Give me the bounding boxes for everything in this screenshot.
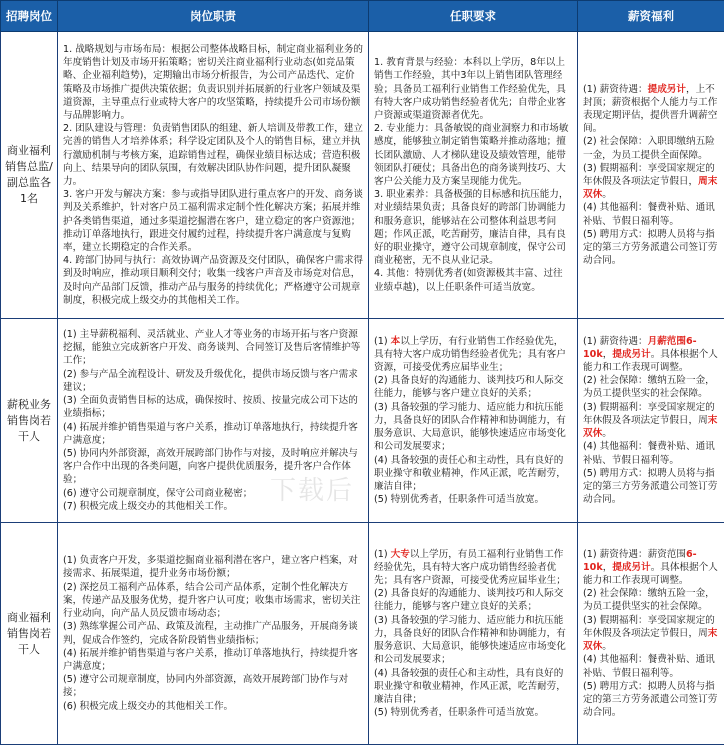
table-row (1, 523, 724, 745)
text-segment: 。 (602, 641, 612, 653)
list-item: (2) 深挖员工福利产品体系，结合公司产品体系，定制个性化解决方案，传递产品及服务优势，提升客户认可度；收集市场需求，密切关注行业动向，向产品人员反馈市场动态； (63, 581, 361, 620)
text-segment: (4) 具备较强的责任心和主动性，具有良好的职业操守和敬业精神，作风正派，吃苦耐劳，廉洁自律； (374, 667, 566, 705)
text-segment: 以上学历，有员工福利行业销售工作经验优先，具有特大客户成功销售经验者优先；具有客户资源，可接受优秀应届毕业生； (374, 548, 566, 587)
text-segment: (4) 其他福利：餐费补贴、通讯补贴、节假日福利等。 (583, 202, 715, 227)
list-item (583, 228, 719, 268)
text-segment: (1) (374, 335, 391, 347)
position-cell: 商业福利销售总监/副总监各1名 (1, 32, 58, 319)
highlight-text: 末双休 (583, 414, 718, 440)
list-item: (6) 积极完成上级交办的其他相关工作。 (63, 700, 234, 712)
list-item (583, 587, 719, 613)
list-item (374, 706, 572, 719)
text-segment: ， (602, 561, 613, 573)
list-item (374, 374, 572, 400)
list-item: (2) 参与产品全流程设计、研发及升级优化，提供市场反馈与客户需求建议； (63, 368, 358, 393)
list-item (583, 440, 719, 466)
list-item (374, 401, 572, 454)
list-item: (1) 主导薪税福利、灵活就业、产业人才等业务的市场开拓与客户资源挖掘，能独立完成新客户开发、商务谈判、合同签订及售后客情维护等工作； (63, 329, 361, 367)
list-item: (4) 拓展并维护销售渠道与客户关系，推动订单落地执行，持续提升客户满意度； (63, 647, 358, 672)
duties-cell (58, 319, 369, 523)
text-segment: (2) 社会保障：入职即缴纳五险一金，为员工提供全面保障。 (583, 136, 715, 161)
text-segment: (5) 特别优秀者，任职条件可适当放宽。 (374, 707, 545, 719)
header-benefits: 薪资福利 (578, 1, 724, 32)
requirements-cell (369, 523, 578, 745)
text-segment: ， (602, 348, 613, 360)
list-item: (7) 积极完成上级交办的其他相关工作。 (63, 500, 234, 512)
list-item (583, 374, 719, 400)
list-item: 4. 其他：特别优秀者(如资源极其丰富、过往业绩卓越)，以上任职条件可适当放宽。 (374, 268, 563, 293)
list-item (374, 587, 572, 613)
list-item: 2. 专业能力：具备敏锐的商业洞察力和市场敏感度，能够独立制定销售策略并推动落地；擅长团队激励、人才梯队建设及绩效管理，能带领团队打硬仗；具备出色的商务谈判技巧、大客户公关能力及方案呈现能力优先。 (374, 123, 569, 187)
text-segment: 。具体根据个人能力和工作表现可调整。 (583, 561, 718, 587)
list-item (583, 614, 719, 654)
list-item (374, 493, 572, 506)
text-segment: (3) 具备较强的学习能力、适应能力和抗压能力，具备良好的团队合作精神和协调能力，有服务意识、大局意识，能够快速适应市场变化和公司发展要求； (374, 401, 566, 453)
list-item: 2. 团队建设与管理：负责销售团队的组建、新人培训及带教工作，建立完善的销售人才培养体系；科学设定团队及个人的销售目标，建立并执行激励机制与考核方案，追踪销售过程，确保业绩目标达成；营造积极向上、结果导向的团队氛围，有效解决团队协作问题，提升团队凝聚力。 (63, 123, 364, 187)
benefits-cell (578, 32, 724, 319)
highlight-text: 月薪范围6-10k (583, 335, 697, 360)
list-item (583, 335, 719, 375)
list-item (583, 467, 719, 507)
text-segment: (2) 具备良好的沟通能力、谈判技巧和人际交往能力，能够与客户建立良好的关系； (374, 375, 564, 400)
requirements-cell (369, 319, 578, 523)
highlight-text: 大专 (390, 548, 410, 560)
text-segment: (1) 薪资待遇： (583, 335, 648, 347)
list-item (583, 401, 719, 441)
benefits-cell (578, 319, 724, 523)
benefits-cell (578, 523, 724, 745)
list-item (583, 135, 719, 161)
text-segment: 。 (602, 428, 612, 440)
list-item (374, 614, 572, 667)
list-item: 1. 教育背景与经验：本科以上学历，8年以上销售工作经验，其中3年以上销售团队管理经验；具备员工福利行业销售工作经验优先，具有特大客户成功销售经验者优先；自带企业客户资源或渠道资源者优先。 (374, 57, 566, 121)
text-segment: (1) (374, 548, 391, 560)
text-segment: (4) 其他福利：餐费补贴、通讯补贴、节假日福利等。 (583, 654, 715, 679)
text-segment: (3) 假期福利：享受国家规定的年休假及各项法定节假日，周 (583, 614, 715, 639)
list-item: (3) 熟练掌握公司产品、政策及流程，主动推广产品服务，开展商务谈判，促成合作签约，完成各阶段销售业绩指标； (63, 621, 358, 646)
highlight-text: 末双休 (583, 627, 718, 653)
text-segment: (5) 聘用方式：拟聘人员将与指定的第三方劳务派遣公司签订劳动合同。 (583, 680, 718, 719)
list-item: (3) 全面负责销售目标的达成，确保按时、按质、按量完成公司下达的业绩指标； (63, 395, 358, 420)
table-row (1, 319, 724, 523)
highlight-text: 本 (390, 335, 401, 347)
header-duties: 岗位职责 (58, 1, 369, 32)
list-item: (5) 遵守公司规章制度，协同内外部资源，高效开展跨部门协作与对接； (63, 674, 349, 699)
position-cell: 商业福利销售岗若干人 (1, 523, 58, 745)
watermark: 下载后 (270, 476, 355, 506)
list-item (374, 667, 572, 707)
header-requirements: 任职要求 (369, 1, 578, 32)
list-item (583, 653, 719, 679)
position-cell: 薪税业务销售岗若干人 (1, 319, 58, 523)
list-item: 4. 跨部门协同与执行：高效协调产品资源及交付团队，确保客户需求得到及时响应，推动项目顺利交付；收集一线客户声音及市场竞对信息，及时向产品部门反馈，推动产品与服务的持续优化；严格遵守公司规章制度，积极完成上级交办的其他相关工作。 (63, 255, 364, 306)
text-segment: ，上不封顶；薪资根据个人能力与工作表现定期评估，提供晋升调薪空间。 (583, 83, 718, 135)
list-item: (6) 遵守公司规章制度，保守公司商业秘密； (63, 487, 253, 499)
text-segment: (1) 薪资待遇：薪资范围 (583, 548, 686, 560)
list-item: 3. 职业素养：具备极强的目标感和抗压能力，对业绩结果负责；具备良好的跨部门协调能力和服务意识，能够站在公司整体利益思考问题；作风正派，吃苦耐劳，廉洁自律，具有良好的职业操守，遵守公司规章制度，保守公司商业秘密，无不良从业记录。 (374, 189, 569, 267)
text-segment: (5) 聘用方式：拟聘人员将与指定的第三方劳务派遣公司签订劳动合同。 (583, 467, 718, 506)
table-row (1, 32, 724, 319)
highlight-text: 提成另计 (612, 348, 651, 360)
list-item: 1. 战略规划与市场布局：根据公司整体战略目标，制定商业福利业务的年度销售计划及市场开拓策略；密切关注商业福利行业动态(如竞品策略、企业福利趋势)，定期输出市场分析报告，为公司产品迭代、定价策略及市场推广提供决策依据；负责识别并拓展新的行业客户领域及渠道资源，主导重点行业或特大客户的攻坚策略，持续提升公司市场份额与品牌影响力。 (63, 43, 364, 121)
list-item (583, 162, 719, 202)
list-item (374, 548, 572, 588)
highlight-text: 提成另计 (612, 561, 651, 573)
header-row (1, 1, 724, 32)
text-segment: (2) 社会保障：缴纳五险一金，为员工提供坚实的社会保障。 (583, 375, 715, 400)
text-segment: (3) 假期福利：享受国家规定的年休假及各项法定节假日， (583, 162, 715, 187)
list-item: 3. 客户开发与解决方案：参与或指导团队进行重点客户的开发、商务谈判及关系维护，针对客户员工福利需求定制个性化解决方案；拓展并维护各类销售渠道，通过多渠道挖掘潜在客户，建立稳定的客户资源池；推动订单落地执行，跟进交付履约过程，持续提升客户满意度与复购率，建立长期稳定的合作关系。 (63, 189, 364, 254)
list-item (374, 454, 572, 494)
list-item (374, 335, 572, 375)
list-item (583, 548, 719, 588)
duties-cell (58, 32, 369, 319)
text-segment: (4) 其他福利：餐费补贴、通讯补贴、节假日福利等。 (583, 441, 715, 466)
highlight-text: 周末双休 (583, 176, 718, 201)
requirements-cell (369, 32, 578, 319)
list-item (583, 83, 719, 136)
text-segment: (1) 薪资待遇： (583, 83, 648, 95)
text-segment: (5) 聘用方式：拟聘人员将与指定的第三方劳务派遣公司签订劳动合同。 (583, 228, 718, 267)
duties-cell (58, 523, 369, 745)
list-item (583, 201, 719, 227)
list-item (583, 680, 719, 720)
text-segment: (5) 特别优秀者，任职条件可适当放宽。 (374, 494, 545, 506)
text-segment: 以上学历，有行业销售工作经验优先，具有特大客户成功销售经验者优先；具有客户资源，可接受优秀应届毕业生； (374, 335, 566, 374)
text-segment: (3) 假期福利：享受国家规定的年休假及各项法定节假日，周 (583, 401, 715, 426)
text-segment: (3) 具备较强的学习能力、适应能力和抗压能力，具备良好的团队合作精神和协调能力，有服务意识、大局意识，能够快速适应市场变化和公司发展要求； (374, 614, 566, 666)
text-segment: 。具体根据个人能力和工作表现可调整。 (583, 348, 718, 374)
highlight-text: 提成另计 (647, 83, 686, 95)
list-item: (1) 负责客户开发，多渠道挖掘商业福利潜在客户，建立客户档案，对接需求、拓展渠道，提升业务市场份额； (63, 555, 358, 580)
header-position: 招聘岗位 (1, 1, 58, 32)
text-segment: (4) 具备较强的责任心和主动性，具有良好的职业操守和敬业精神，作风正派，吃苦耐劳，廉洁自律； (374, 454, 566, 492)
list-item: (4) 拓展并维护销售渠道与客户关系，推动订单落地执行，持续提升客户满意度； (63, 421, 358, 446)
text-segment: (2) 社会保障：缴纳五险一金，为员工提供坚实的社会保障。 (583, 588, 715, 613)
text-segment: 。 (602, 189, 612, 201)
highlight-text: 6-10k (583, 548, 697, 573)
text-segment: (2) 具备良好的沟通能力、谈判技巧和人际交往能力，能够与客户建立良好的关系； (374, 588, 564, 613)
list-item: (5) 协同内外部资源，高效开展跨部门协作与对接，及时响应并解决与客户合作中出现的各类问题，向客户提供优质服务，提升客户合作体验； (63, 447, 358, 486)
